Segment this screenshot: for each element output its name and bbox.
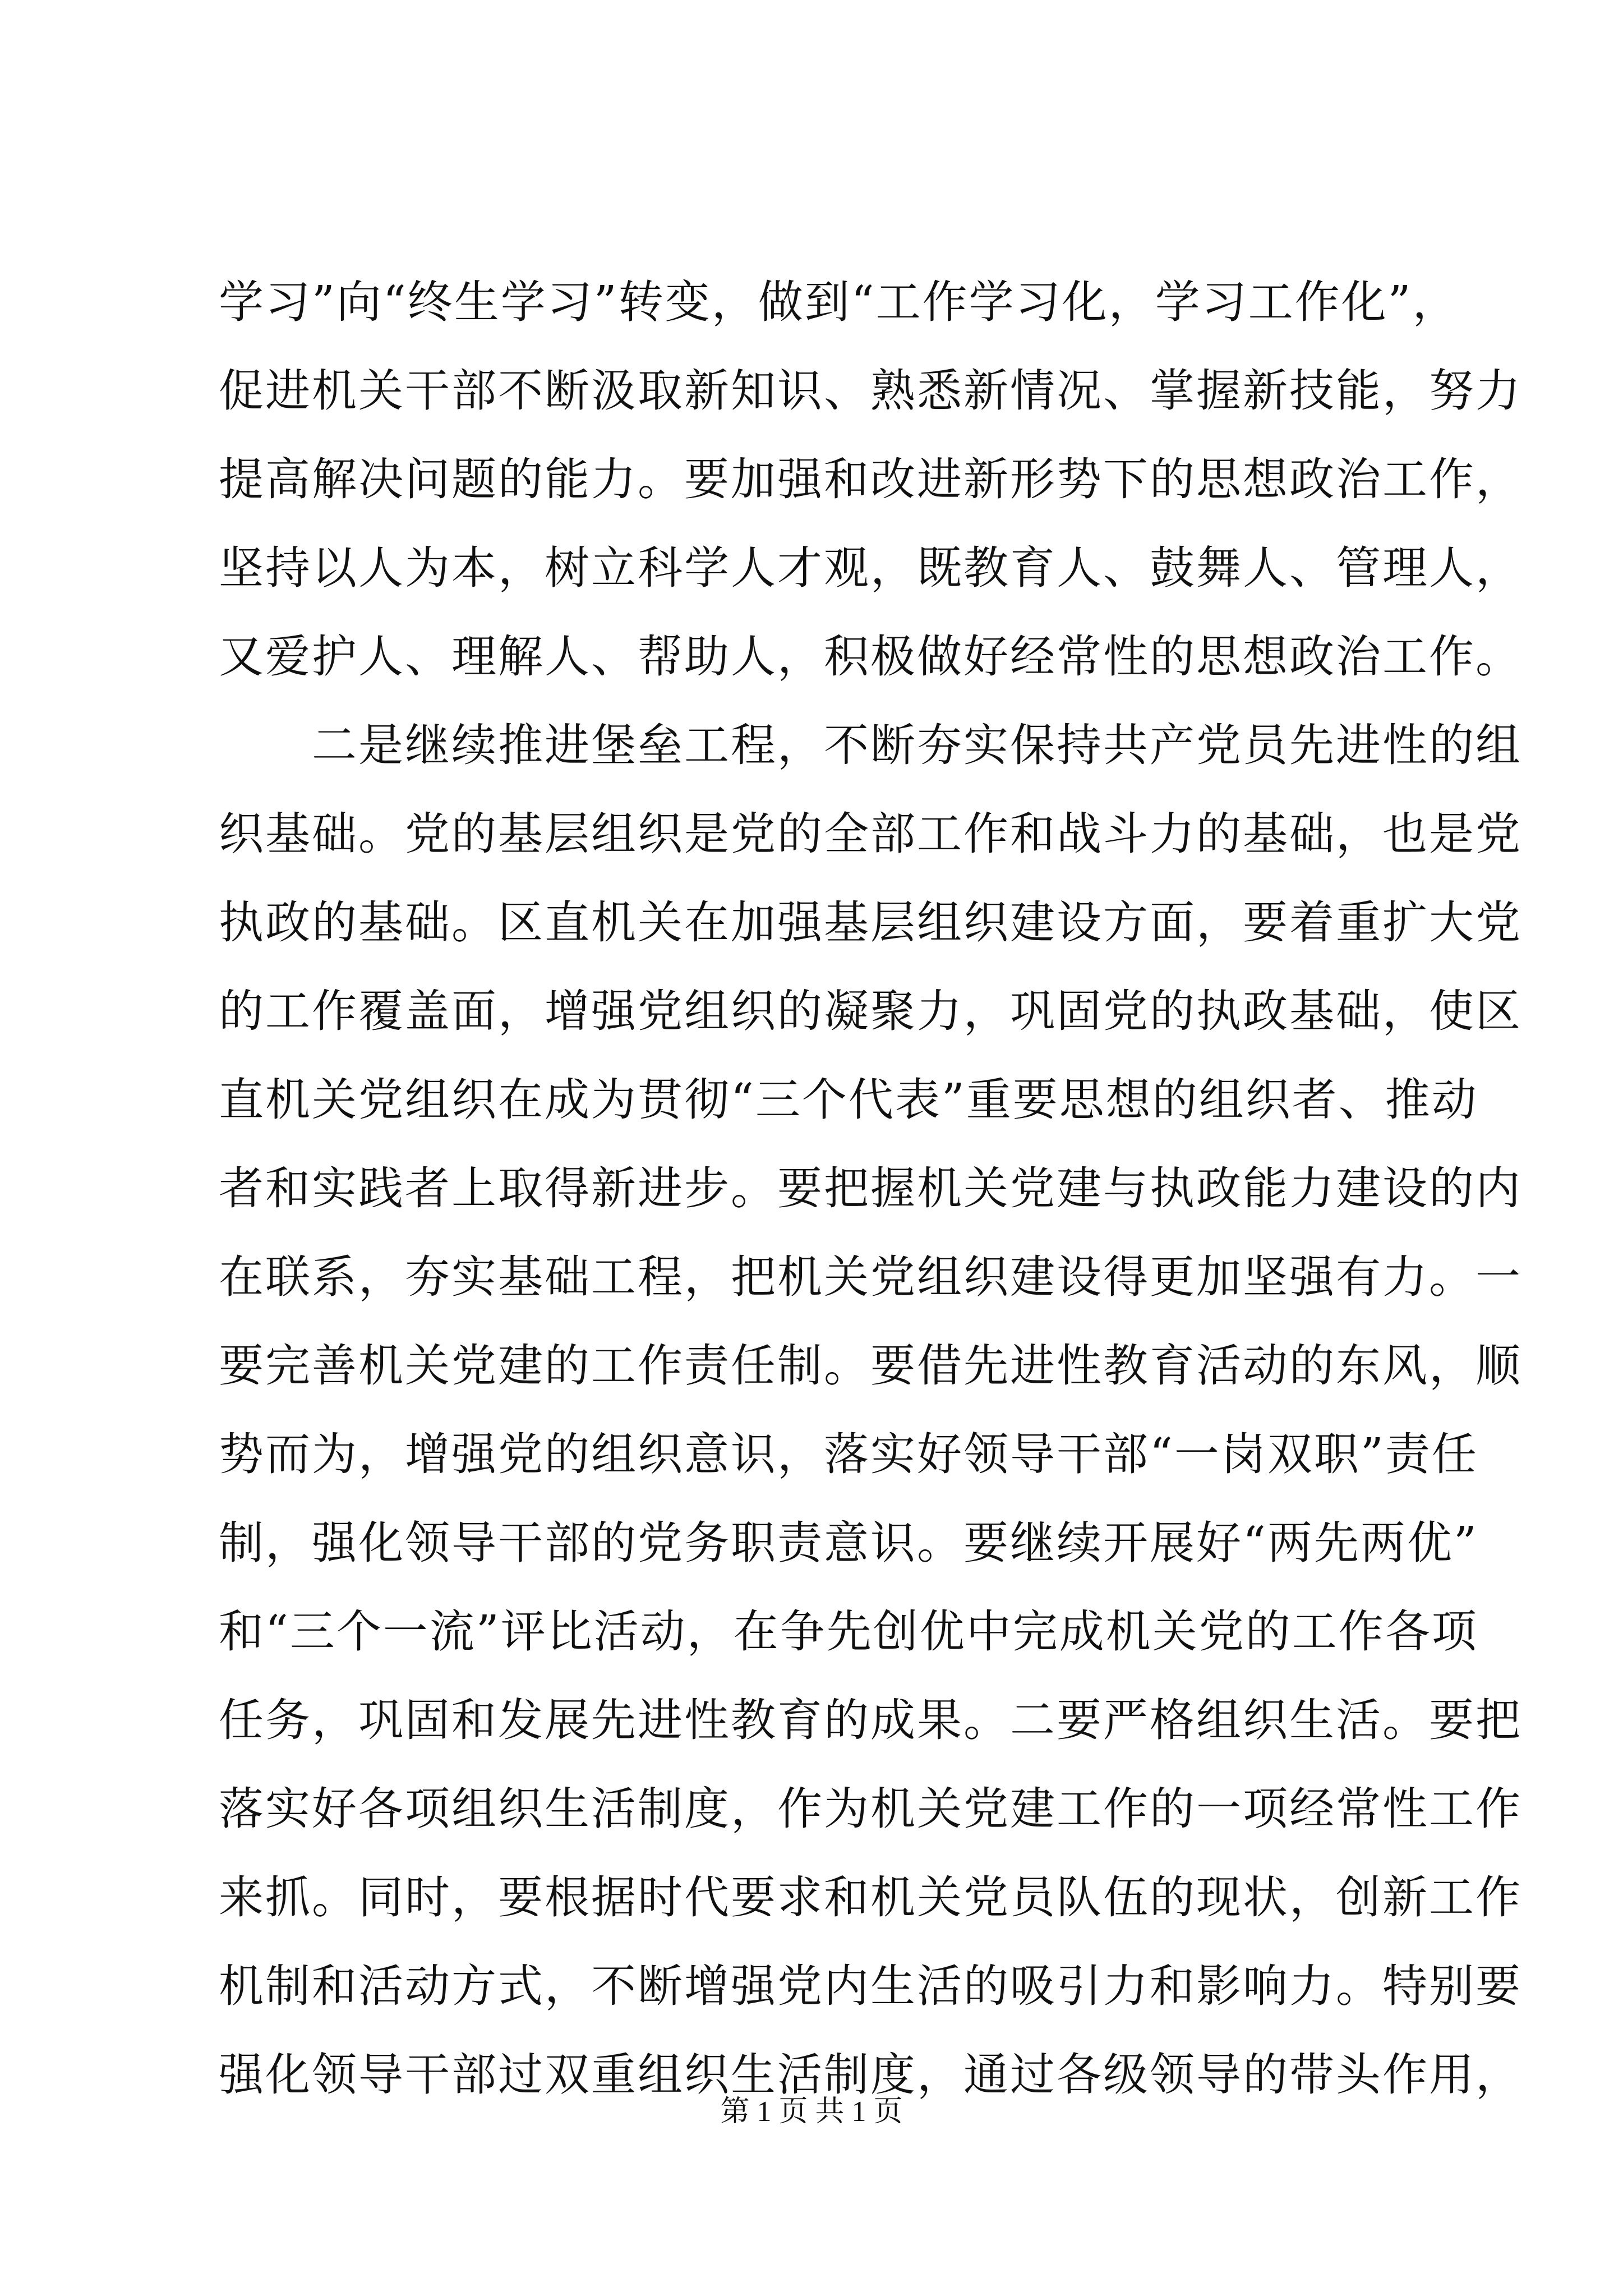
- text-line: 直机关党组织在成为贯彻“三个代表”重要思想的组织者、推动: [219, 1074, 1478, 1126]
- page-number-footer: 第 1 页 共 1 页: [720, 2096, 903, 2128]
- text-line: 的工作覆盖面，增强党组织的凝聚力，巩固党的执政基础，使区: [219, 985, 1522, 1037]
- text-line: 坚持以人为本，树立科学人才观，既教育人、鼓舞人、管理人，: [219, 542, 1522, 594]
- text-line: 制，强化领导干部的党务职责意识。要继续开展好“两先两优”: [219, 1517, 1478, 1569]
- text-line: 任务，巩固和发展先进性教育的成果。二要严格组织生活。要把: [219, 1694, 1522, 1746]
- text-line: 来抓。同时，要根据时代要求和机关党员队伍的现状，创新工作: [219, 1871, 1522, 1924]
- text-line: 学习”向“终生学习”转变，做到“工作学习化，学习工作化”，: [219, 276, 1459, 328]
- text-line: 二是继续推进堡垒工程，不断夯实保持共产党员先进性的组: [219, 719, 1522, 771]
- text-line: 要完善机关党建的工作责任制。要借先进性教育活动的东风，顺: [219, 1340, 1522, 1392]
- text-line: 机制和活动方式，不断增强党内生活的吸引力和影响力。特别要: [219, 1960, 1522, 2012]
- text-line: 者和实践者上取得新进步。要把握机关党建与执政能力建设的内: [219, 1162, 1522, 1214]
- text-line: 势而为，增强党的组织意识，落实好领导干部“一岗双职”责任: [219, 1428, 1478, 1480]
- text-line: 强化领导干部过双重组织生活制度，通过各级领导的带头作用，: [219, 2049, 1522, 2101]
- text-line: 促进机关干部不断汲取新知识、熟悉新情况、掌握新技能，努力: [219, 365, 1522, 417]
- text-line: 和“三个一流”评比活动，在争先创优中完成机关党的工作各项: [219, 1605, 1478, 1658]
- text-line: 落实好各项组织生活制度，作为机关党建工作的一项经常性工作: [219, 1783, 1522, 1835]
- text-line: 又爱护人、理解人、帮助人，积极做好经常性的思想政治工作。: [219, 631, 1522, 683]
- text-line: 在联系，夯实基础工程，把机关党组织建设得更加坚强有力。一: [219, 1251, 1522, 1303]
- document-body: [219, 258, 1522, 2119]
- text-line: 执政的基础。区直机关在加强基层组织建设方面，要着重扩大党: [219, 896, 1522, 949]
- text-line: 提高解决问题的能力。要加强和改进新形势下的思想政治工作，: [219, 453, 1522, 505]
- text-line: 织基础。党的基层组织是党的全部工作和战斗力的基础，也是党: [219, 808, 1522, 860]
